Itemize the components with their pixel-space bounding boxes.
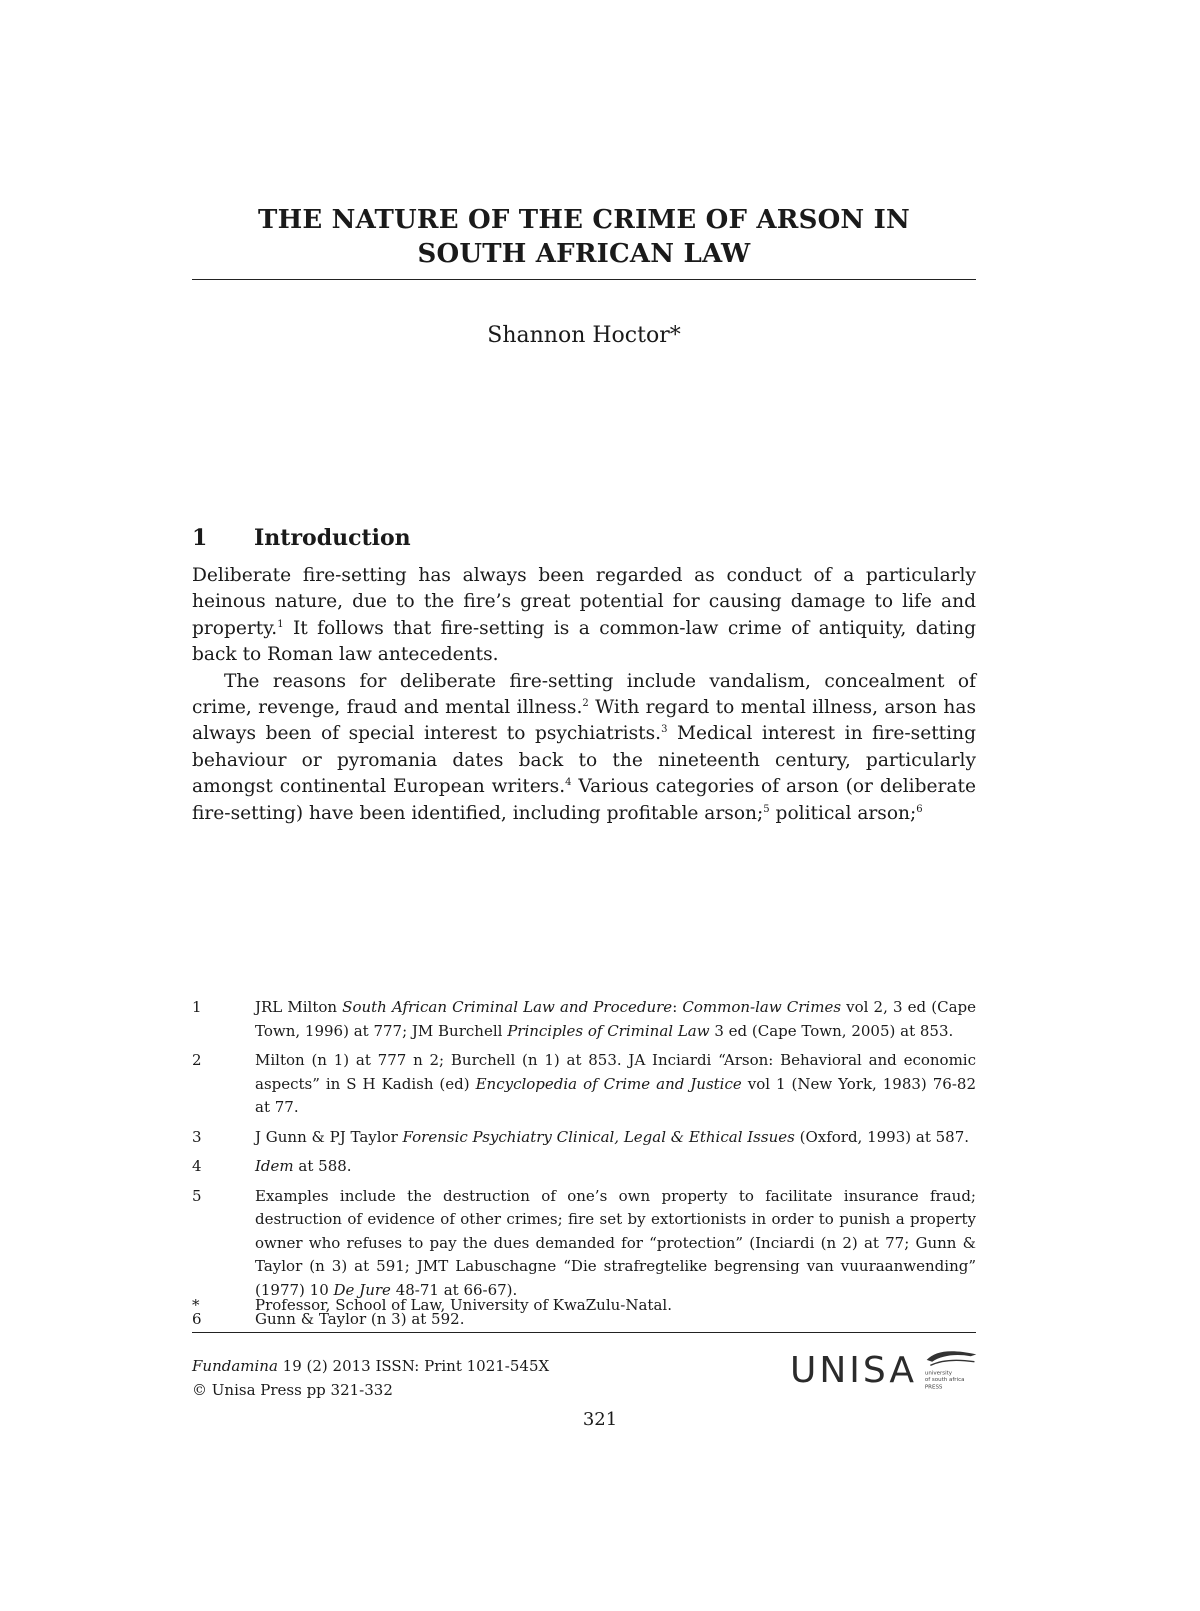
p2-text-e: political arson; <box>769 802 917 824</box>
footnote-text: Milton (n 1) at 777 n 2; Burchell (n 1) at 853. JA Inciardi “Arson: Behavioral and economic aspects” in S H Kadish (ed) Encyclopedia of Crime and Justice vol 1 (New York, 1983) 76-82 at 77. <box>255 1051 976 1116</box>
author-name: Shannon Hoctor* <box>487 323 681 348</box>
article-title <box>192 203 976 271</box>
author-affiliation-note <box>192 1294 976 1316</box>
p1-text-b: It follows that fire-setting is a common-law crime of antiquity, dating back to Roman law antecedents. <box>192 617 976 666</box>
footnote-5 <box>192 1185 976 1303</box>
footnote-number: 5 <box>192 1186 202 1205</box>
title-rule <box>192 279 976 280</box>
footnote-ref-1[interactable]: 1 <box>277 618 284 630</box>
p2-text-c: Medical interest in fire-setting behaviour or pyromania dates back to the nineteenth century, particularly amongst continental European writers. <box>192 723 976 798</box>
p2-text-b: With regard to mental illness, arson has always been of special interest to psychiatrists. <box>192 697 976 745</box>
journal-name: Fundamina <box>192 1357 278 1375</box>
svg-text:university: university <box>924 1370 953 1377</box>
section-number: 1 <box>192 525 208 551</box>
unisa-press-logo <box>790 1340 980 1400</box>
section-title: Introduction <box>254 525 411 551</box>
section-heading <box>192 524 976 552</box>
p1-text-a: Deliberate fire-setting has always been regarded as conduct of a particularly heinous nature, due to the fire’s great potential for causing damage to life and property. <box>192 565 976 639</box>
p2-text-a: The reasons for deliberate fire-setting include vandalism, concealment of crime, revenge, fraud and mental illness. <box>192 670 976 719</box>
footer-rule <box>192 1332 976 1333</box>
footnote-number: 3 <box>192 1127 202 1146</box>
footnote-4 <box>192 1155 976 1179</box>
footnote-ref-3[interactable]: 3 <box>661 724 668 736</box>
footnote-number: 4 <box>192 1157 202 1175</box>
footnote-number: 6 <box>192 1310 202 1328</box>
paragraph-1 <box>192 563 976 669</box>
page-number: 321 <box>582 1409 618 1430</box>
unisa-logo-text: UNISA <box>790 1349 918 1391</box>
unisa-logo-mark-icon <box>923 1345 980 1395</box>
press-info: © Unisa Press pp 321-332 <box>192 1381 393 1399</box>
footnote-ref-6[interactable]: 6 <box>916 803 923 815</box>
footnote-text: Examples include the destruction of one’s own property to facilitate insurance fraud; destruction of evidence of other crimes; fire set by extortionists in order to punish a property owner who refuses to pay the dues demanded for “protection” (Inciardi (n 2) at 77; Gunn & Taylor (n 3) at 591; JMT Labuschagne “Die strafregtelike begrensing van vuuraanwending” (1977) 10 De Jure 48-71 at 66-67). <box>255 1186 976 1299</box>
footnote-text: Idem at 588. <box>255 1157 352 1175</box>
footnote-2 <box>192 1049 976 1120</box>
footnote-number: 1 <box>192 998 202 1016</box>
footnote-number: 2 <box>192 1051 202 1069</box>
footnote-star: * <box>192 1296 200 1314</box>
footnote-3 <box>192 1126 976 1150</box>
svg-text:of south africa: of south africa <box>924 1377 965 1384</box>
svg-text:PRESS: PRESS <box>924 1384 943 1391</box>
footnote-ref-5[interactable]: 5 <box>763 803 770 815</box>
p2-text-d: Various categories of arson (or deliberate fire-setting) have been identified, including profitable arson; <box>192 776 976 824</box>
footnote-text: JRL Milton South African Criminal Law and Procedure: Common-law Crimes vol 2, 3 ed (Cape Town, 1996) at 777; JM Burchell Principles of Criminal Law 3 ed (Cape Town, 2005) at 853. <box>255 998 976 1040</box>
body-text <box>192 563 976 827</box>
footnote-text: Professor, School of Law, University of KwaZulu-Natal. <box>255 1296 672 1314</box>
title-line-2: SOUTH AFRICAN LAW <box>417 239 751 269</box>
footnotes <box>192 996 976 1338</box>
paragraph-2 <box>192 669 976 827</box>
footnote-1 <box>192 996 976 1043</box>
title-line-1: THE NATURE OF THE CRIME OF ARSON IN <box>258 205 910 235</box>
footnote-text: J Gunn & PJ Taylor Forensic Psychiatry Clinical, Legal & Ethical Issues (Oxford, 1993) at 587. <box>255 1127 970 1146</box>
footnote-ref-4[interactable]: 4 <box>565 777 572 789</box>
footnote-text: Gunn & Taylor (n 3) at 592. <box>255 1310 465 1328</box>
footnote-ref-2[interactable]: 2 <box>582 697 589 709</box>
journal-issue: 19 (2) 2013 ISSN: Print 1021-545X <box>277 1357 550 1375</box>
